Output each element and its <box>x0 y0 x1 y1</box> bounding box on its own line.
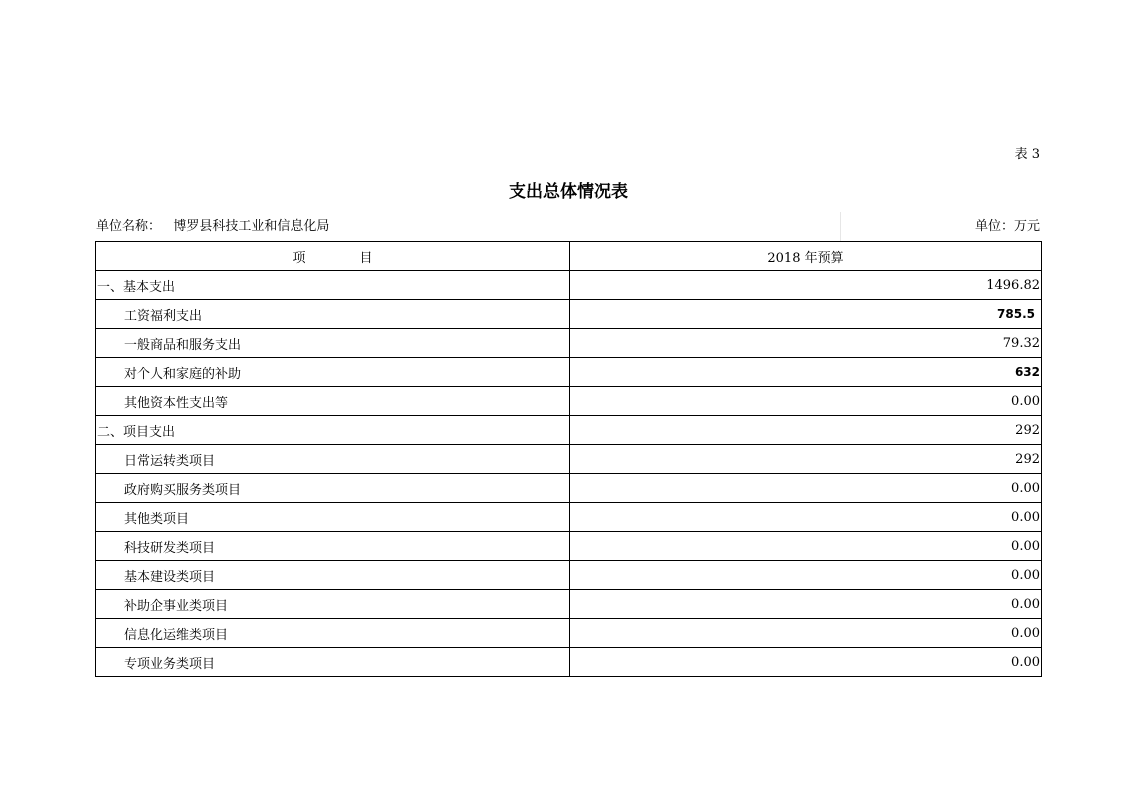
column-header-budget: 2018 年预算 <box>570 242 1042 271</box>
row-value: 1496.82 <box>570 271 1042 300</box>
row-value: 292 <box>570 445 1042 474</box>
table-row-enterprise-subsidy <box>96 590 1042 619</box>
row-value: 0.00 <box>570 590 1042 619</box>
row-value: 0.00 <box>570 648 1042 677</box>
row-label: 基本建设类项目 <box>96 561 570 590</box>
page-title: 支出总体情况表 <box>509 182 628 202</box>
org-label: 单位名称： <box>96 219 162 234</box>
column-header-item-a: 项 <box>292 250 306 266</box>
row-value: 0.00 <box>570 619 1042 648</box>
row-value: 785.5 <box>570 300 1042 329</box>
table-row-household-subsidy <box>96 358 1042 387</box>
table-row-wages <box>96 300 1042 329</box>
table-row-gov-purchase <box>96 474 1042 503</box>
table-row-project-expenditure <box>96 416 1042 445</box>
table-row-other-projects <box>96 503 1042 532</box>
row-value: 0.00 <box>570 503 1042 532</box>
column-header-item <box>96 242 570 271</box>
row-label: 政府购买服务类项目 <box>96 474 570 503</box>
table-row-other-capital <box>96 387 1042 416</box>
table-header-row <box>96 242 1042 271</box>
table-row-basic-expenditure <box>96 271 1042 300</box>
row-value: 0.00 <box>570 387 1042 416</box>
table-row-infrastructure <box>96 561 1042 590</box>
unit-label: 单位：万元 <box>974 219 1040 234</box>
row-label: 补助企事业类项目 <box>96 590 570 619</box>
table-row-goods-services <box>96 329 1042 358</box>
row-label: 日常运转类项目 <box>96 445 570 474</box>
table-row-it-maintenance <box>96 619 1042 648</box>
row-label: 一、基本支出 <box>96 271 570 300</box>
row-value: 0.00 <box>570 532 1042 561</box>
table-row-special-business <box>96 648 1042 677</box>
table-row-daily-operation <box>96 445 1042 474</box>
row-label: 专项业务类项目 <box>96 648 570 677</box>
row-label: 科技研发类项目 <box>96 532 570 561</box>
row-label: 一般商品和服务支出 <box>96 329 570 358</box>
row-label: 其他类项目 <box>96 503 570 532</box>
row-value: 632 <box>570 358 1042 387</box>
column-header-item-b: 目 <box>359 250 373 266</box>
divider <box>840 212 841 241</box>
row-label: 信息化运维类项目 <box>96 619 570 648</box>
table-number: 表 3 <box>1014 147 1040 162</box>
row-value: 292 <box>570 416 1042 445</box>
table-row-rnd <box>96 532 1042 561</box>
expenditure-table <box>95 241 1042 677</box>
row-value: 0.00 <box>570 561 1042 590</box>
row-value: 0.00 <box>570 474 1042 503</box>
org-name: 博罗县科技工业和信息化局 <box>173 219 330 234</box>
row-label: 二、项目支出 <box>96 416 570 445</box>
org-line <box>96 218 329 236</box>
row-label: 其他资本性支出等 <box>96 387 570 416</box>
row-label: 工资福利支出 <box>96 300 570 329</box>
row-value: 79.32 <box>570 329 1042 358</box>
row-label: 对个人和家庭的补助 <box>96 358 570 387</box>
